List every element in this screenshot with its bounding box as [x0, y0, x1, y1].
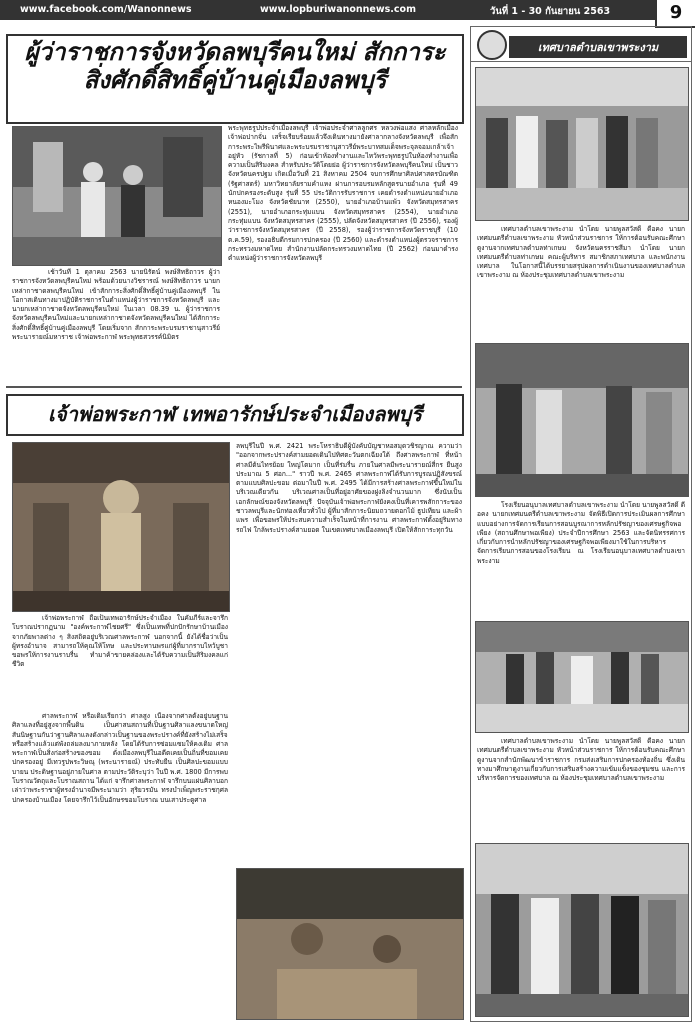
staff-group-photo — [476, 844, 688, 1016]
article2-col3: ลพบุรีในปี พ.ศ. 2421 พระโหราธิบดีผู้บังคับบัญชาหอสมุดวชิรญาณ ความว่า "ออกจากพระปรางค์สามยอดเดินไปทิศตะวันตกเฉียงใต้ ถึงศาลพระกาฬ ที่หน้าศาลมีต้นไทรย้อย ใหญ่โตมาก เป็นที่ร่มรื่น ภายในศาลมีพระนารายณ์สี่กร ยืนสูงประมาณ 5 ศอก..." ราวปี พ.ศ. 2465 ศาลพระกาฬได้รับการบูรณปฏิสังขรณ์ตามแบบศิลปะขอม ต่อมาในปี พ.ศ. 2495 ได้มีการสร้างศาลพระกาฬขึ้นใหม่ในบริเวณเดียวกัน บริเวณศาลเป็นที่อยู่อาศัยของฝูงลิงจำนวนมาก ซึ่งนับเป็นเอกลักษณ์ของจังหวัดลพบุรี ปัจจุบันเจ้าพ่อพระกาฬยังคงเป็นที่เคารพสักการะของชาวลพบุรีและนักท่องเที่ยวทั่วไป ผู้ที่มาสักการะนิยมถวายดอกไม้ ธูปเทียน และผ้าแพร เพื่อขอพรให้ประสบความสำเร็จในหน้าที่การงาน ศาลพระกาฬตั้งอยู่ริมทางรถไฟ ใกล้พระปรางค์สามยอด ในเขตเทศบาลเมืองลพบุรี เปิดให้สักการะทุกวัน — [236, 442, 462, 534]
meeting-room-photo — [476, 622, 688, 732]
masthead-bar — [0, 0, 695, 20]
school-event-photo — [476, 344, 688, 496]
article2-caption: เจ้าพ่อพระกาฬ ถือเป็นเทพอารักษ์ประจำเมือง ในคัมภีร์และจารึกโบราณปรากฏนาม "องค์พระกาฬไชยศรี" ซึ่งเป็นเทพที่ปกปักรักษาบ้านเมืองจากภัยพาลต่าง ๆ สิงสถิตอยู่บริเวณศาลพระกาฬ นอกจากนี้ ยังได้ชื่อว่าเป็นผู้ทรงอำนาจ สามารถให้คุณให้โทษ และประทานพรแก่ผู้ที่มากราบไหว้บูชา ขอพรให้การงานราบรื่น ทำมาค้าขายคล่องและได้รับความเป็นสิริมงคลแก่ชีวิต — [12, 614, 228, 669]
article2-photo-shrine — [12, 442, 230, 612]
facebook-url: www.facebook.com/Wanonnews — [20, 4, 192, 15]
article2-photo-monkeys — [236, 868, 464, 1020]
sidebar-caption-1: เทศบาลตำบลเขาพระงาม นำโดย นายพูลสวัสดิ์ ดีอคง นายกเทศมนตรีตำบลเขาพระงาม หัวหน้าส่วนราชการ ให้การต้อนรับคณะศึกษาดูงานจากเทศบาลตำบลท่าเกษม จังหวัดนครราชสีมา นำโดย นายกเทศมนตรีตำบลท่าเกษม คณะผู้บริหาร สมาชิกสภาเทศบาล และพนักงานเทศบาล ในโอกาสนี้ได้บรรยายสรุปผลการดำเนินงานของเทศบาลตำบลเขาพระงาม ณ ห้องประชุมเทศบาลตำบลเขาพระงาม — [477, 225, 685, 280]
sidebar-header — [471, 27, 691, 62]
sidebar-title: เทศบาลตำบลเขาพระงาม — [509, 36, 687, 58]
sidebar-photo-4 — [475, 843, 689, 1017]
sidebar-caption-3: เทศบาลตำบลเขาพระงาม นำโดย นายพูลสวัสดิ์ ดีอคง นายกเทศมนตรีตำบลเขาพระงาม หัวหน้าส่วนราชการ ให้การต้อนรับคณะศึกษาดูงานจากสำนักพัฒนาข้าราชการ กรมส่งเสริมการปกครองท้องถิ่น ซึ่งเดินทางมาศึกษาดูงานเกี่ยวกับการเสริมสร้างความเข้มแข็งของชุมชน และการบริหารจัดการของเทศบาล ณ ห้องประชุมเทศบาลตำบลเขาพระงาม — [477, 737, 685, 783]
article1-photo — [12, 126, 222, 266]
page-number: 9 — [655, 0, 695, 28]
website-url: www.lopburiwanonnews.com — [260, 4, 416, 15]
article1-caption: เช้าวันที่ 1 ตุลาคม 2563 นายนิรัตน์ พงษ์สิทธิถาวร ผู้ว่าราชการจังหวัดลพบุรีคนใหม่ พร้อมด้วยนางวิชรารณ์ พงษ์สิทธิถาวร นายกเหล่ากาชาดลพบุรีคนใหม่ เข้าสักการะสิ่งศักดิ์สิทธิ์คู่บ้านคู่เมืองลพบุรี ในโอกาสเดินทางมาปฏิบัติราชการในตำแหน่งผู้ว่าราชการจังหวัดลพบุรี และนายกเหล่ากาชาดจังหวัดลพบุรีคนใหม่ ในเวลา 08.39 น. ผู้ว่าราชการจังหวัดลพบุรีคนใหม่และนายกเหล่ากาชาดจังหวัดลพบุรีคนใหม่ ได้สักการะสิ่งศักดิ์สิทธิ์คู่บ้านคู่เมืองลพบุรี โดยเริ่มจาก สักการะพระบรมราชานุสาวรีย์พระนารายณ์มหาราช เจ้าพ่อพระกาฬ พระพุทธสวรรค์นิมิตร — [12, 268, 220, 342]
sidebar-box — [470, 26, 692, 1022]
article1-headline — [6, 34, 464, 124]
sidebar-photo-1 — [475, 67, 689, 221]
article1-headline-line1: ผู้ว่าราชการจังหวัดลพบุรีคนใหม่ สักการะ — [24, 37, 446, 66]
article2-col2: ศาลพระกาฬ หรือเดิมเรียกว่า ศาลสูง เนื่องจากศาลตั้งอยู่บนฐานศิลาแลงที่อยู่สูงจากพื้นดิน เป็นศาสนสถานที่เป็นฐานศิลาแลงขนาดใหญ่ สันนิษฐานกันว่าฐานศิลาแลงดังกล่าวเป็นฐานของพระปรางค์ที่ยังสร้างไม่เสร็จ หรือสร้างแล้วแต่พังถล่มลงมาภายหลัง โดยได้รับการซ่อมแซมให้คงเดิม ศาลพระกาฬเป็นสิ่งก่อสร้างของขอม ดั่งเมืองลพบุรีในอดีตเคยเป็นถิ่นที่ขอมเคยปกครองอยู่ มีเทวรูปพระวิษณุ (พระนารายณ์) ประทับยืน เป็นศิลปะขอมแบบบายน ประดิษฐานอยู่ภายในศาล ตามประวัติระบุว่า ในปี พ.ศ. 1800 มีการพบโบราณวัตถุและโบราณสถาน ได้แก่ จารึกศาลพระกาฬ จารึกบนแผ่นศิลาบอกเล่าว่าพระราชาผู้ทรงอำนาจมีพระนามว่า สุริยวรมัน ทรงบำเพ็ญพระราชกุศลปกครองบ้านเมือง โดยจารึกไว้เป็นอักษรขอมโบราณ บนเสาประตูศาล — [12, 712, 228, 804]
visit-group-photo — [476, 68, 688, 220]
sidebar-caption-2: โรงเรียนอนุบาลเทศบาลตำบลเขาพระงาม นำโดย นายพูลสวัสดิ์ ดีอคง นายกเทศมนตรีตำบลเขาพระงาม จัดพิธีเปิดการประเมินผลการศึกษาแบบอย่างการจัดการเรียนการสอนบูรณาการหลักปรัชญาของเศรษฐกิจพอเพียง (สถานศึกษาพอเพียง) ประจำปีการศึกษา 2563 และจัดนิทรรศการเกี่ยวกับการนำหลักปรัชญาของเศรษฐกิจพอเพียงมาใช้ในการบริหารจัดการเรียนการสอนของโรงเรียน ณ โรงเรียนอนุบาลเทศบาลตำบลเขาพระงาม — [477, 501, 685, 565]
shrine-photo-image — [13, 443, 229, 611]
article2-headline: เจ้าพ่อพระกาฬ เทพอารักษ์ประจำเมืองลพบุรี — [6, 394, 464, 436]
article1-headline-line2: สิ่งศักดิ์สิทธิ์คู่บ้านคู่เมืองลพบุรี — [83, 64, 387, 94]
sidebar-photo-2 — [475, 343, 689, 497]
article1-body: พระพุทธรูปประจำเมืองลพบุรี เจ้าพ่อประจำศาลลูกศร หลวงพ่อแสง ศาลหลักเมือง เจ้าพ่อปากจั่น เสร็จเรียบร้อยแล้วจึงเดินทางมายังศาลากลางจังหวัดลพบุรี เพื่อสักการะพระไพรีพินาศและพระบรมราชานุสาวรีย์พระบาทสมเด็จพระจุลจอมเกล้าเจ้าอยู่หัว (รัชกาลที่ 5) ก่อนเข้าห้องทำงานและไหว้พระพุทธรูปในห้องทำงานเพื่อความเป็นสิริมงคล สำหรับประวัติโดยย่อ ผู้ว่าราชการจังหวัดลพบุรีคนใหม่ เป็นชาวจังหวัดนครปฐม เกิดเมื่อวันที่ 21 สิงหาคม 2504 จบการศึกษาศิลปศาสตรบัณฑิต (รัฐศาสตร์) มหาวิทยาลัยรามคำแหง ผ่านการอบรมหลักสูตรนายอำเภอ รุ่นที่ 49 นักปกครองระดับสูง รุ่นที่ 55 ประวัติการรับราชการ เคยดำรงตำแหน่งนายอำเภอหนองมะโมง จังหวัดชัยนาท (2550), นายอำเภอบ้านแพ้ว จังหวัดสมุทรสาคร (2551), นายอำเภอกระทุ่มแบน จังหวัดสมุทรสาคร (2554), นายอำเภอกระทุ่มแบน จังหวัดสมุทรสาคร (2555), ปลัดจังหวัดสมุทรสาคร (ปี 2556), รองผู้ว่าราชการจังหวัดสมุทรสาคร (ปี 2558), รองผู้ว่าราชการจังหวัดราชบุรี (10 ต.ค.59), รองอธิบดีกรมการปกครอง (ปี 2560) และดำรงตำแหน่งผู้ตรวจราชการกระทรวงมหาดไทย สำนักงานปลัดกระทรวงมหาดไทย (ปี 2562) ก่อนมาดำรงตำแหน่งผู้ว่าราชการจังหวัดลพบุรี — [228, 124, 458, 263]
issue-date: วันที่ 1 - 30 กันยายน 2563 — [490, 6, 611, 17]
sidebar-photo-3 — [475, 621, 689, 733]
section-divider — [6, 386, 462, 388]
municipal-seal-icon — [477, 30, 507, 60]
monkeys-photo-image — [237, 869, 463, 1019]
article1-photo-image — [13, 127, 221, 265]
